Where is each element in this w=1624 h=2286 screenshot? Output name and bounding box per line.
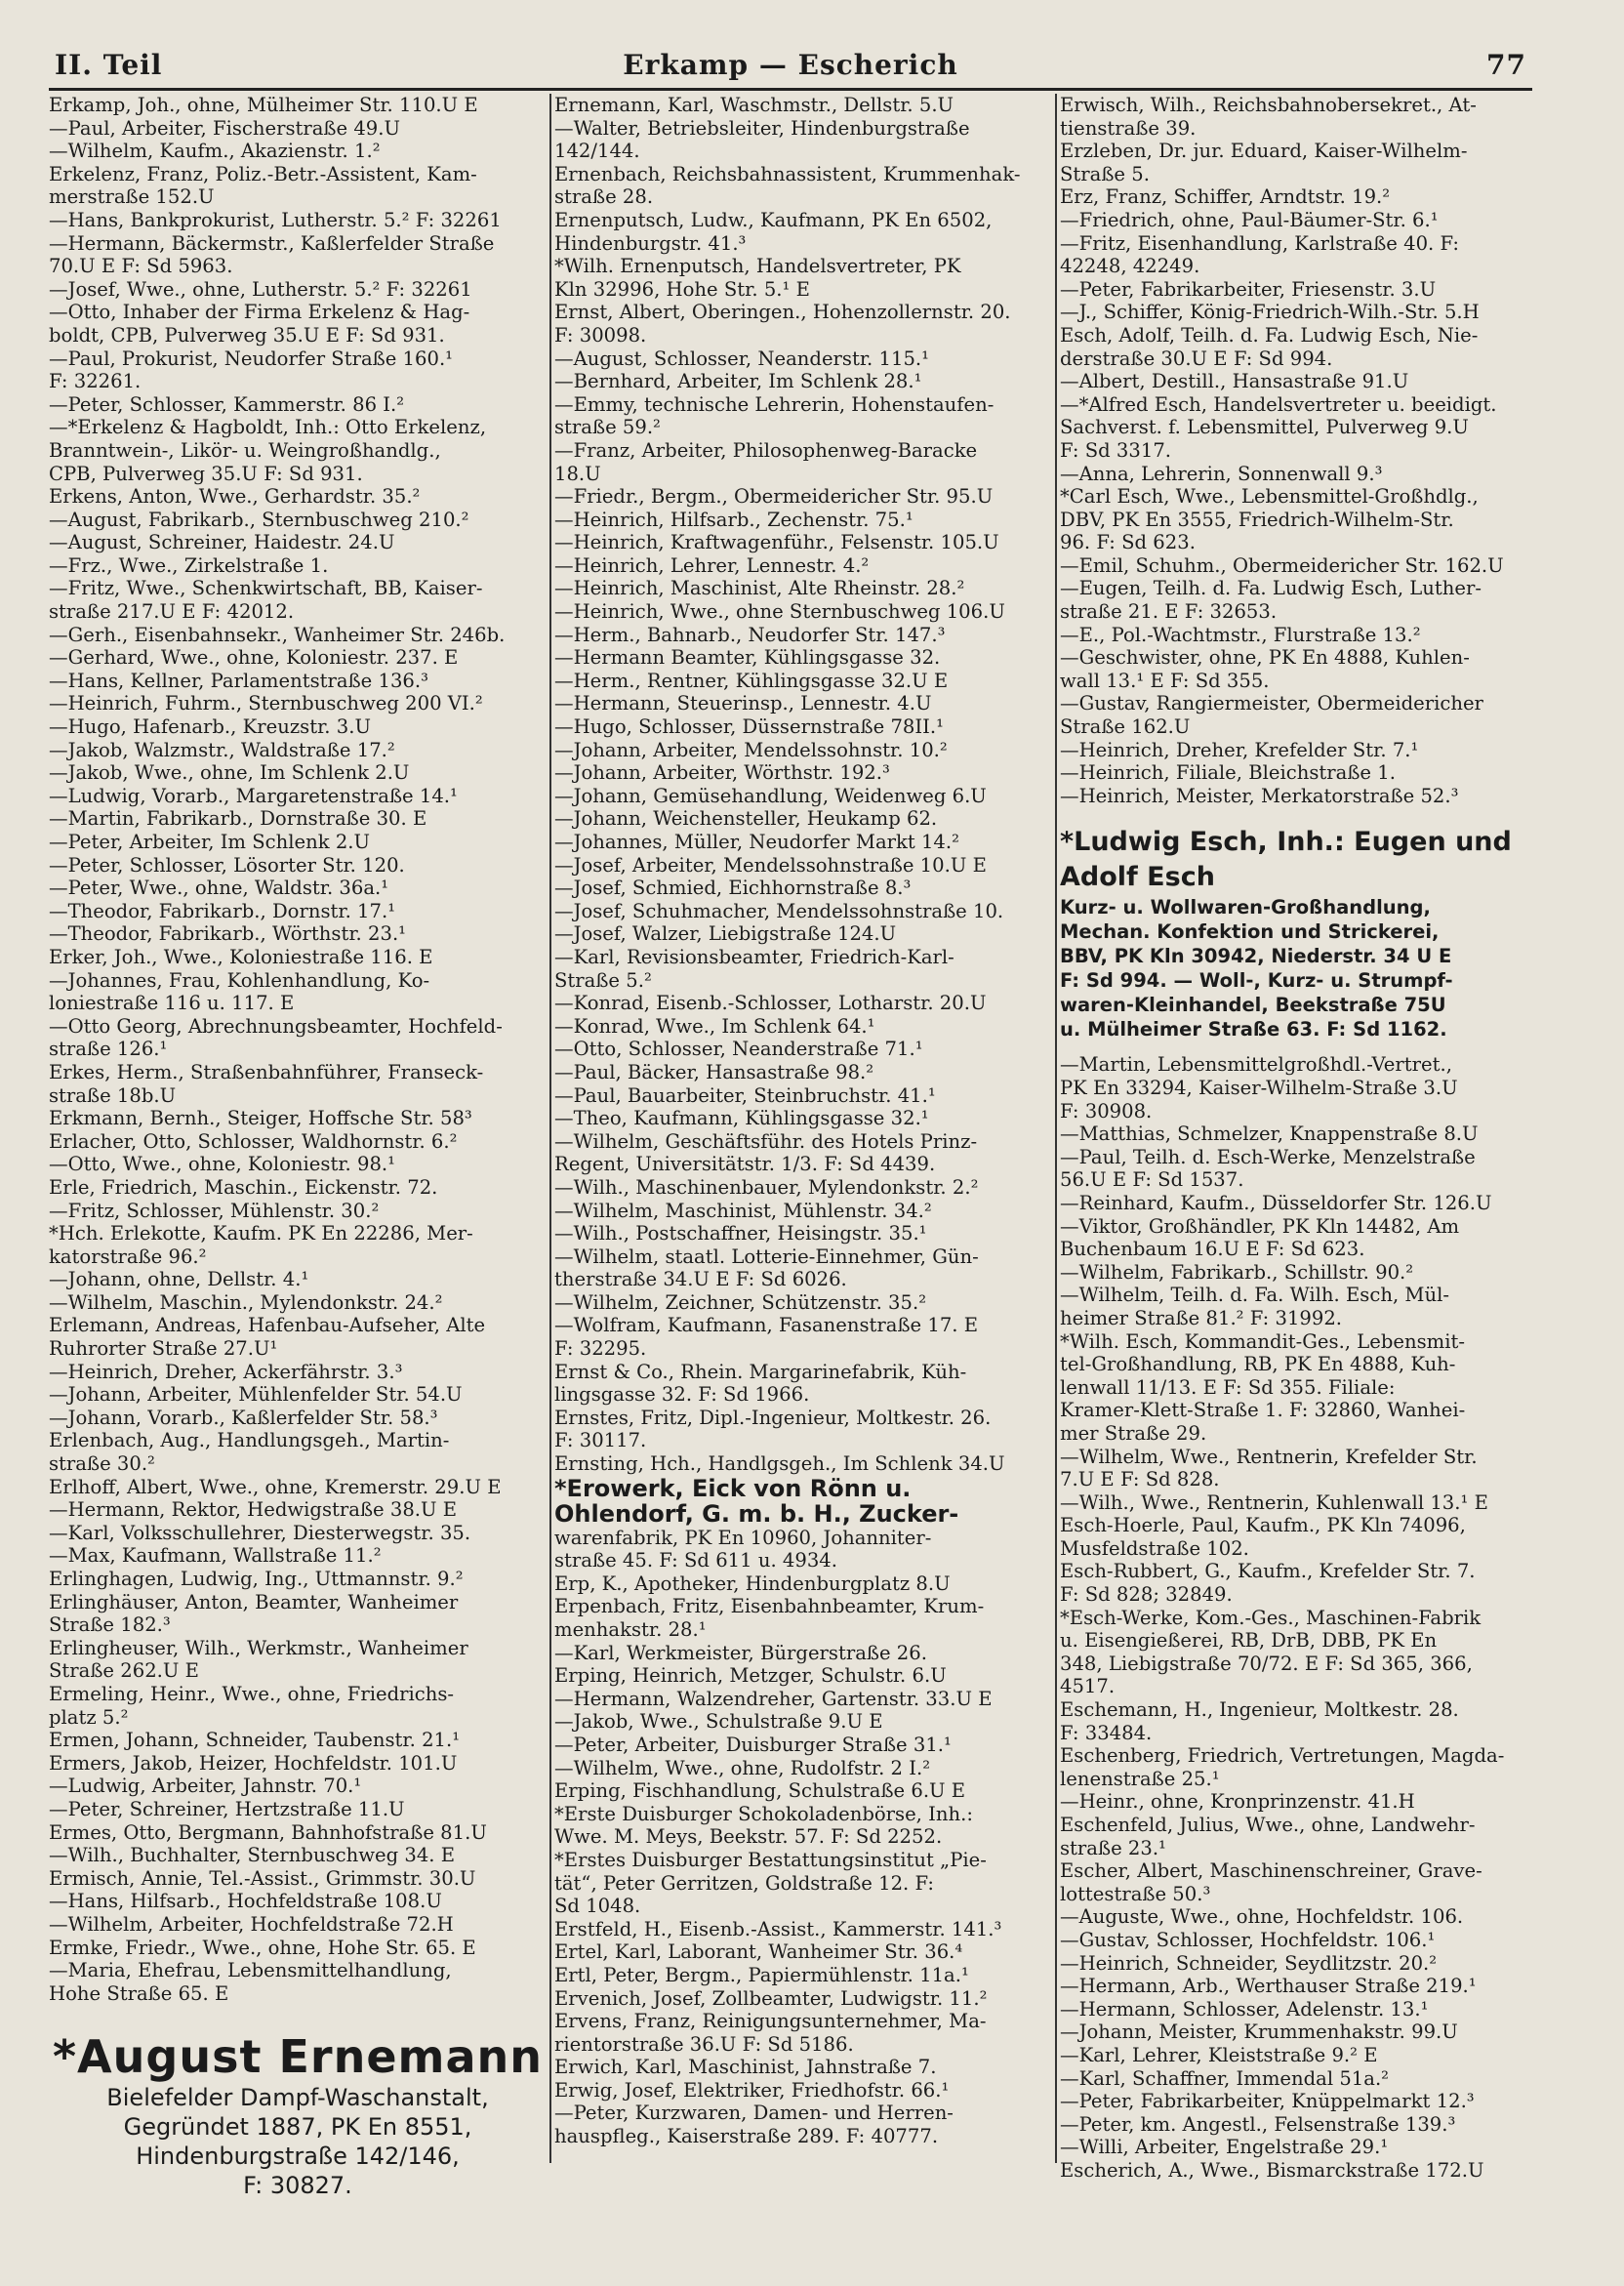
directory-entry-line: —Hermann, Arb., Werthauser Straße 219.¹: [1060, 1975, 1477, 1998]
directory-entry-line: —Wilhelm, Teilh. d. Fa. Wilh. Esch, Mül-: [1060, 1284, 1449, 1307]
directory-entry-line: —Theodor, Fabrikarb., Wörthstr. 23.¹: [49, 922, 407, 946]
advert-line: Kurz- u. Wollwaren-Großhandlung,: [1060, 896, 1431, 919]
directory-entry-line: Erlhoff, Albert, Wwe., ohne, Kremerstr. 29.U E: [49, 1475, 502, 1498]
directory-entry-line: —Reinhard, Kaufm., Düsseldorfer Str. 126.U: [1060, 1191, 1492, 1214]
page-number: 77: [1486, 49, 1526, 81]
directory-entry-line: —Paul, Bauarbeiter, Steinbruchstr. 41.¹: [554, 1083, 936, 1107]
directory-entry-line: Erstfeld, H., Eisenb.-Assist., Kammerstr. 141.³: [554, 1917, 1002, 1940]
directory-entry-line: —Hans, Kellner, Parlamentstraße 136.³: [49, 669, 428, 692]
directory-entry-line: —Johann, ohne, Dellstr. 4.¹: [49, 1268, 309, 1291]
directory-entry-line: —Heinrich, Fuhrm., Sternbuschweg 200 VI.²: [49, 692, 483, 715]
directory-entry-line: Musfeldstraße 102.: [1060, 1536, 1249, 1560]
directory-entry-line: Ermen, Johann, Schneider, Taubenstr. 21.¹: [49, 1729, 461, 1752]
directory-entry-line: —Peter, km. Angestl., Felsenstraße 139.³: [1060, 2112, 1456, 2136]
directory-entry-line: Erlinghäuser, Anton, Beamter, Wanheimer: [49, 1590, 459, 1613]
directory-entry-line: —*Erkelenz & Hagboldt, Inh.: Otto Erkelenz,: [49, 416, 487, 439]
directory-entry-line: —Gerhard, Wwe., ohne, Koloniestr. 237. E: [49, 646, 459, 670]
directory-entry-line: Ermes, Otto, Bergmann, Bahnhofstraße 81.U: [49, 1820, 487, 1844]
column-divider: [549, 94, 551, 2163]
directory-entry-line: —Geschwister, ohne, PK En 4888, Kuhlen-: [1060, 646, 1470, 670]
directory-entry-line: —Emmy, technische Lehrerin, Hohenstaufen-: [554, 392, 995, 416]
directory-entry-line: F: 30098.: [554, 323, 647, 347]
directory-entry-line: Esch-Hoerle, Paul, Kaufm., PK Kln 74096,: [1060, 1514, 1466, 1537]
directory-entry-line: menhakstr. 28.¹: [554, 1618, 707, 1641]
directory-entry-line: —Josef, Arbeiter, Mendelssohnstraße 10.U E: [554, 853, 987, 877]
directory-entry-line: Hindenburgstr. 41.³: [554, 231, 747, 255]
directory-entry-line: Erzleben, Dr. jur. Eduard, Kaiser-Wilhelm-: [1060, 140, 1468, 163]
directory-entry-line: derstraße 30.U E F: Sd 994.: [1060, 347, 1333, 370]
directory-entry-line: —Hermann, Bäckermstr., Kaßlerfelder Straße: [49, 231, 495, 255]
directory-entry-line: —Hans, Hilfsarb., Hochfeldstraße 108.U: [49, 1890, 442, 1913]
directory-entry-line: —Wolfram, Kaufmann, Fasanenstraße 17. E: [554, 1314, 979, 1337]
directory-entry-line: —Paul, Teilh. d. Esch-Werke, Menzelstraße: [1060, 1145, 1476, 1168]
directory-entry-line: straße 28.: [554, 185, 654, 209]
directory-entry-line: Erkens, Anton, Wwe., Gerhardstr. 35.²: [49, 485, 421, 509]
directory-entry-line: Erwisch, Wilh., Reichsbahnobersekret., At-: [1060, 94, 1477, 116]
directory-entry-line: —Karl, Lehrer, Kleiststraße 9.² E: [1060, 2043, 1378, 2066]
directory-entry-line: —Peter, Schlosser, Kammerstr. 86 I.²: [49, 392, 405, 416]
advert-line: u. Mülheimer Straße 63. F: Sd 1162.: [1060, 1018, 1447, 1041]
directory-entry-line: F: Sd 828; 32849.: [1060, 1583, 1233, 1607]
page-header: [49, 43, 1532, 91]
directory-entry-line: *Wilh. Ernenputsch, Handelsvertreter, PK: [554, 255, 961, 278]
directory-entry-line: —Heinrich, Filiale, Bleichstraße 1.: [1060, 761, 1396, 785]
directory-entry-line: —Albert, Destill., Hansastraße 91.U: [1060, 370, 1409, 393]
directory-entry-line: —Hermann, Rektor, Hedwigstraße 38.U E: [49, 1498, 458, 1522]
directory-entry-line: —Johann, Arbeiter, Wörthstr. 192.³: [554, 761, 890, 785]
directory-entry-line: Straße 5.²: [554, 968, 652, 992]
directory-entry-line: Straße 182.³: [49, 1613, 171, 1637]
directory-entry-line: Escherich, A., Wwe., Bismarckstraße 172.U: [1060, 2158, 1484, 2182]
directory-entry-line: —Heinrich, Wwe., ohne Sternbuschweg 106.U: [554, 600, 1005, 624]
advert-line: F: Sd 994. — Woll-, Kurz- u. Strumpf-: [1060, 969, 1453, 993]
directory-entry-line: —Heinrich, Schneider, Seydlitzstr. 20.²: [1060, 1951, 1438, 1975]
directory-entry-line: —Peter, Arbeiter, Im Schlenk 2.U: [49, 831, 371, 853]
directory-entry-line: —Heinrich, Lehrer, Lennestr. 4.²: [554, 553, 870, 577]
directory-entry-line: —Heinrich, Dreher, Krefelder Str. 7.¹: [1060, 738, 1419, 761]
directory-entry-line: —Konrad, Eisenb.-Schlosser, Lotharstr. 20.U: [554, 992, 987, 1015]
erowerk-line: Ohlendorf, G. m. b. H., Zucker-: [554, 1500, 959, 1527]
directory-entry-line: lenwall 11/13. E F: Sd 355. Filiale:: [1060, 1375, 1396, 1399]
directory-entry-line: —Max, Kaufmann, Wallstraße 11.²: [49, 1544, 382, 1568]
directory-entry-line: Ernenputsch, Ludw., Kaufmann, PK En 6502,: [554, 208, 993, 231]
directory-entry-line: Erp, K., Apotheker, Hindenburgplatz 8.U: [554, 1572, 951, 1595]
directory-entry-line: —Hugo, Schlosser, Düssernstraße 78II.¹: [554, 715, 944, 739]
directory-entry-line: F: 30908.: [1060, 1099, 1153, 1123]
directory-entry-line: —Hermann Beamter, Kühlingsgasse 32.: [554, 646, 941, 670]
advert-line: waren-Kleinhandel, Beekstraße 75U: [1060, 994, 1446, 1017]
directory-entry-line: —Karl, Schaffner, Immendal 51a.²: [1060, 2066, 1390, 2090]
directory-entry-line: boldt, CPB, Pulverweg 35.U E F: Sd 931.: [49, 323, 445, 347]
directory-entry-line: loniestraße 116 u. 117. E: [49, 992, 295, 1015]
directory-entry-line: —Hugo, Hafenarb., Kreuzstr. 3.U: [49, 715, 371, 739]
directory-entry-line: PK En 33294, Kaiser-Wilhelm-Straße 3.U: [1060, 1077, 1458, 1099]
directory-entry-line: —E., Pol.-Wachtmstr., Flurstraße 13.²: [1060, 623, 1421, 646]
directory-entry-line: —Johann, Arbeiter, Mendelssohnstr. 10.²: [554, 738, 948, 761]
directory-entry-line: —Friedrich, ohne, Paul-Bäumer-Str. 6.¹: [1060, 208, 1439, 231]
directory-entry-line: Regent, Universitätstr. 1/3. F: Sd 4439.: [554, 1153, 936, 1176]
directory-entry-line: Erz, Franz, Schiffer, Arndtstr. 19.²: [1060, 185, 1391, 209]
directory-entry-line: Ermeling, Heinr., Wwe., ohne, Friedrichs-: [49, 1682, 455, 1705]
directory-entry-line: —Josef, Walzer, Liebigstraße 124.U: [554, 922, 897, 946]
directory-entry-line: Wwe. M. Meys, Beekstr. 57. F: Sd 2252.: [554, 1825, 943, 1849]
directory-entry-line: *Hch. Erlekotte, Kaufm. PK En 22286, Mer-: [49, 1222, 473, 1245]
directory-entry-line: Ernsting, Hch., Handlgsgeh., Im Schlenk 34.U: [554, 1452, 1005, 1476]
directory-entry-line: —Johann, Vorarb., Kaßlerfelder Str. 58.³: [49, 1406, 438, 1429]
directory-entry-line: Ernst & Co., Rhein. Margarinefabrik, Küh-: [554, 1360, 967, 1383]
directory-entry-line: —Auguste, Wwe., ohne, Hochfeldstr. 106.: [1060, 1905, 1464, 1929]
directory-entry-line: —Wilhelm, Zeichner, Schützenstr. 35.²: [554, 1290, 927, 1314]
directory-entry-line: Ertel, Karl, Laborant, Wanheimer Str. 36.⁴: [554, 1940, 963, 1964]
directory-entry-line: —Karl, Revisionsbeamter, Friedrich-Karl-: [554, 945, 954, 968]
directory-entry-line: katorstraße 96.²: [49, 1245, 207, 1268]
directory-entry-line: hauspfleg., Kaiserstraße 289. F: 40777.: [554, 2125, 939, 2148]
directory-entry-line: Erlacher, Otto, Schlosser, Waldhornstr. 6.²: [49, 1129, 458, 1153]
directory-entry-line: —Fritz, Wwe., Schenkwirtschaft, BB, Kaiser-: [49, 577, 483, 600]
directory-entry-line: Eschenfeld, Julius, Wwe., ohne, Landwehr-: [1060, 1814, 1476, 1836]
directory-entry-line: —Johann, Weichensteller, Heukamp 62.: [554, 807, 938, 831]
directory-entry-line: lottestraße 50.³: [1060, 1882, 1211, 1905]
directory-entry-line: —Wilh., Postschaffner, Heisingstr. 35.¹: [554, 1222, 927, 1245]
directory-entry-line: Sd 1048.: [554, 1895, 641, 1918]
directory-entry-line: —Walter, Betriebsleiter, Hindenburgstraße: [554, 116, 970, 140]
directory-entry-line: Ruhrorter Straße 27.U¹: [49, 1337, 278, 1361]
directory-entry-line: Ernenbach, Reichsbahnassistent, Krummenhak-: [554, 162, 1021, 185]
directory-entry-line: straße 59.²: [554, 416, 661, 439]
directory-entry-line: —Gerh., Eisenbahnsekr., Wanheimer Str. 246b.: [49, 623, 506, 646]
directory-entry-line: —Heinrich, Maschinist, Alte Rheinstr. 28.²: [554, 577, 965, 600]
directory-entry-line: —Konrad, Wwe., Im Schlenk 64.¹: [554, 1014, 875, 1038]
directory-entry-line: Ernstes, Fritz, Dipl.-Ingenieur, Moltkestr. 26.: [554, 1406, 992, 1429]
directory-entry-line: Ermke, Friedr., Wwe., ohne, Hohe Str. 65. E: [49, 1936, 476, 1959]
directory-entry-line: —Hermann, Walzendreher, Gartenstr. 33.U E: [554, 1687, 993, 1710]
directory-entry-line: Escher, Albert, Maschinenschreiner, Grave-: [1060, 1859, 1482, 1883]
advert-line: F: 30827.: [243, 2172, 352, 2200]
advert-line: Mechan. Konfektion und Strickerei,: [1060, 920, 1440, 944]
directory-entry-line: —Johann, Meister, Krummenhakstr. 99.U: [1060, 2021, 1458, 2044]
directory-entry-line: —Josef, Wwe., ohne, Lutherstr. 5.² F: 32261: [49, 277, 472, 301]
erowerk-line: *Erowerk, Eick von Rönn u.: [554, 1475, 912, 1501]
directory-entry-line: —Wilh., Wwe., Rentnerin, Kuhlenwall 13.¹ E: [1060, 1490, 1488, 1514]
directory-entry-line: platz 5.²: [49, 1705, 129, 1729]
directory-entry-line: —Peter, Wwe., ohne, Waldstr. 36a.¹: [49, 877, 389, 900]
directory-entry-line: Erkes, Herm., Straßenbahnführer, Franseck-: [49, 1060, 484, 1083]
directory-entry-line: —Otto, Schlosser, Neanderstraße 71.¹: [554, 1038, 923, 1061]
directory-entry-line: 4517.: [1060, 1675, 1116, 1698]
column-divider: [1055, 94, 1057, 2163]
column-1: [49, 94, 547, 2200]
directory-entry-line: straße 217.U E F: 42012.: [49, 600, 295, 624]
directory-entry-line: 348, Liebigstraße 70/72. E F: Sd 365, 366,: [1060, 1652, 1473, 1675]
directory-entry-line: merstraße 152.U: [49, 185, 215, 209]
directory-entry-line: —Viktor, Großhändler, PK Kln 14482, Am: [1060, 1214, 1460, 1238]
directory-entry-line: —Heinrich, Hilfsarb., Zechenstr. 75.¹: [554, 508, 914, 531]
directory-entry-line: —Maria, Ehefrau, Lebensmittelhandlung,: [49, 1959, 452, 1982]
directory-entry-line: —Frz., Wwe., Zirkelstraße 1.: [49, 553, 329, 577]
directory-entry-line: —Fritz, Schlosser, Mühlenstr. 30.²: [49, 1199, 380, 1222]
column-3-bottom: [1060, 1053, 1534, 2182]
directory-entry-line: Sachverst. f. Lebensmittel, Pulverweg 9.U: [1060, 416, 1469, 439]
directory-entry-line: —Wilhelm, staatl. Lotterie-Einnehmer, Gün-: [554, 1245, 979, 1268]
directory-entry-line: —Peter, Kurzwaren, Damen- und Herren-: [554, 2102, 954, 2125]
directory-entry-line: —Gustav, Rangiermeister, Obermeidericher: [1060, 692, 1483, 715]
directory-entry-line: Branntwein-, Likör- u. Weingroßhandlg.,: [49, 438, 441, 462]
directory-entry-line: F: 32261.: [49, 370, 142, 393]
directory-entry-line: 18.U: [554, 462, 601, 485]
directory-entry-line: —Jakob, Wwe., Schulstraße 9.U E: [554, 1710, 883, 1734]
advert-line: BBV, PK Kln 30942, Niederstr. 34 U E: [1060, 945, 1452, 968]
column-2-continued: [554, 1527, 1052, 2148]
directory-entry-line: —Wilh., Maschinenbauer, Mylendonkstr. 2.²: [554, 1175, 979, 1199]
directory-entry-line: Ermers, Jakob, Heizer, Hochfeldstr. 101.U: [49, 1751, 458, 1775]
directory-entry-line: —Otto, Inhaber der Firma Erkelenz & Hag-: [49, 301, 470, 324]
directory-entry-line: straße 126.¹: [49, 1038, 168, 1061]
directory-entry-line: Ermisch, Annie, Tel.-Assist., Grimmstr. 30.U: [49, 1866, 476, 1890]
directory-entry-line: Hohe Straße 65. E: [49, 1981, 229, 2005]
directory-entry-line: Ervens, Franz, Reinigungsunternehmer, Ma-: [554, 2010, 987, 2033]
directory-entry-line: F: 33484.: [1060, 1721, 1153, 1744]
directory-entry-line: straße 21. E F: 32653.: [1060, 600, 1278, 624]
directory-entry-line: Erlenbach, Aug., Handlungsgeh., Martin-: [49, 1429, 450, 1452]
advert-line: Hindenburgstraße 142/146,: [136, 2143, 460, 2171]
directory-entry-line: —Peter, Schreiner, Hertzstraße 11.U: [49, 1797, 405, 1820]
directory-entry-line: —Peter, Arbeiter, Duisburger Straße 31.¹: [554, 1733, 952, 1756]
directory-entry-line: —Paul, Arbeiter, Fischerstraße 49.U: [49, 116, 401, 140]
directory-entry-line: —Anna, Lehrerin, Sonnenwall 9.³: [1060, 462, 1383, 485]
directory-entry-line: —August, Fabrikarb., Sternbuschweg 210.²: [49, 508, 469, 531]
directory-entry-line: *Carl Esch, Wwe., Lebensmittel-Großhdlg.,: [1060, 485, 1479, 509]
advert-ludwig-esch: [1060, 825, 1534, 1041]
directory-entry-line: Erwig, Josef, Elektriker, Friedhofstr. 66.¹: [554, 2078, 950, 2102]
directory-entry-line: rientorstraße 36.U F: Sd 5186.: [554, 2032, 854, 2056]
directory-entry-line: Esch, Adolf, Teilh. d. Fa. Ludwig Esch, Nie-: [1060, 323, 1479, 347]
advert-line: Bielefelder Dampf-Waschanstalt,: [106, 2084, 489, 2112]
directory-entry-line: F: Sd 3317.: [1060, 438, 1172, 462]
directory-entry-line: Erlingheuser, Wilh., Werkmstr., Wanheimer: [49, 1636, 468, 1659]
directory-entry-line: Ernemann, Karl, Waschmstr., Dellstr. 5.U: [554, 94, 954, 116]
directory-entry-line: —Martin, Lebensmittelgroßhdl.-Vertret.,: [1060, 1053, 1452, 1077]
directory-entry-line: Straße 162.U: [1060, 715, 1191, 739]
directory-entry-line: —Martin, Fabrikarb., Dornstraße 30. E: [49, 807, 427, 831]
directory-entry-line: —Eugen, Teilh. d. Fa. Ludwig Esch, Luther-: [1060, 577, 1482, 600]
directory-entry-line: Erle, Friedrich, Maschin., Eickenstr. 72.: [49, 1175, 438, 1199]
directory-entry-line: —Paul, Bäcker, Hansastraße 98.²: [554, 1060, 874, 1083]
directory-entry-line: therstraße 34.U E F: Sd 6026.: [554, 1268, 847, 1291]
directory-entry-line: Kln 32996, Hohe Str. 5.¹ E: [554, 277, 810, 301]
advert-line: Gegründet 1887, PK En 8551,: [123, 2113, 472, 2142]
directory-entry-line: —Matthias, Schmelzer, Knappenstraße 8.U: [1060, 1123, 1479, 1146]
directory-entry-line: —Peter, Schlosser, Lösorter Str. 120.: [49, 853, 405, 877]
directory-entry-line: —Friedr., Bergm., Obermeidericher Str. 95.U: [554, 485, 994, 509]
directory-entry-line: Erker, Joh., Wwe., Koloniestraße 116. E: [49, 945, 433, 968]
directory-entry-line: Esch-Rubbert, G., Kaufm., Krefelder Str. 7.: [1060, 1560, 1476, 1583]
directory-entry-line: —Wilhelm, Geschäftsführ. des Hotels Prinz-: [554, 1129, 978, 1153]
directory-entry-line: *Wilh. Esch, Kommandit-Ges., Lebensmit-: [1060, 1329, 1466, 1353]
directory-entry-line: —Jakob, Walzmstr., Waldstraße 17.²: [49, 738, 395, 761]
directory-entry-line: —Karl, Volksschullehrer, Diesterwegstr. 35.: [49, 1521, 471, 1544]
directory-entry-line: —Herm., Bahnarb., Neudorfer Str. 147.³: [554, 623, 946, 646]
directory-entry-line: —Johannes, Frau, Kohlenhandlung, Ko-: [49, 968, 430, 992]
directory-entry-line: wall 13.¹ E F: Sd 355.: [1060, 669, 1270, 692]
directory-entry-line: straße 45. F: Sd 611 u. 4934.: [554, 1549, 837, 1572]
directory-entry-line: 42248, 42249.: [1060, 255, 1200, 278]
directory-entry-line: —Theo, Kaufmann, Kühlingsgasse 32.¹: [554, 1107, 929, 1130]
directory-entry-line: F: 32295.: [554, 1337, 647, 1361]
directory-entry-line: straße 30.²: [49, 1452, 155, 1476]
directory-entry-line: —Heinr., ohne, Kronprinzenstr. 41.H: [1060, 1790, 1415, 1814]
directory-entry-line: —Paul, Prokurist, Neudorfer Straße 160.¹: [49, 347, 454, 370]
directory-entry-line: —Peter, Fabrikarbeiter, Knüppelmarkt 12.³: [1060, 2090, 1475, 2113]
directory-entry-line: tät“, Peter Gerritzen, Goldstraße 12. F:: [554, 1871, 935, 1895]
directory-entry-line: —August, Schlosser, Neanderstr. 115.¹: [554, 347, 929, 370]
directory-entry-line: u. Eisengießerei, RB, DrB, DBB, PK En: [1060, 1629, 1438, 1653]
directory-entry-line: Erwich, Karl, Maschinist, Jahnstraße 7.: [554, 2056, 937, 2079]
directory-entry-line: —Fritz, Eisenhandlung, Karlstraße 40. F:: [1060, 231, 1460, 255]
directory-entry-line: Straße 262.U E: [49, 1659, 199, 1683]
directory-entry-line: —Josef, Schuhmacher, Mendelssohnstraße 10.: [554, 899, 1004, 922]
directory-entry-line: —Bernhard, Arbeiter, Im Schlenk 28.¹: [554, 370, 922, 393]
directory-entry-line: 56.U E F: Sd 1537.: [1060, 1168, 1244, 1192]
directory-entry-line: —Wilhelm, Arbeiter, Hochfeldstraße 72.H: [49, 1912, 454, 1936]
directory-entry-line: Eschemann, H., Ingenieur, Moltkestr. 28.: [1060, 1698, 1459, 1722]
column-3-top: [1060, 94, 1534, 807]
directory-entry-line: lenenstraße 25.¹: [1060, 1767, 1220, 1790]
directory-entry-line: mer Straße 29.: [1060, 1421, 1207, 1445]
directory-entry-line: Straße 5.: [1060, 162, 1150, 185]
directory-entry-line: —Heinrich, Meister, Merkatorstraße 52.³: [1060, 784, 1459, 807]
directory-entry-line: 96. F: Sd 623.: [1060, 531, 1196, 554]
directory-entry-line: *Esch-Werke, Kom.-Ges., Maschinen-Fabrik: [1060, 1606, 1482, 1629]
directory-entry-line: Erkmann, Bernh., Steiger, Hoffsche Str. 58³: [49, 1107, 472, 1130]
directory-entry-line: —Jakob, Wwe., ohne, Im Schlenk 2.U: [49, 761, 410, 785]
directory-entry-line: —Hans, Bankprokurist, Lutherstr. 5.² F: 32261: [49, 208, 502, 231]
directory-entry-line: —Ludwig, Arbeiter, Jahnstr. 70.¹: [49, 1775, 362, 1798]
directory-entry-line: F: 30117.: [554, 1429, 647, 1452]
directory-entry-line: Erpenbach, Fritz, Eisenbahnbeamter, Krum-: [554, 1595, 985, 1618]
directory-entry-line: —Heinrich, Kraftwagenführ., Felsenstr. 105.U: [554, 531, 999, 554]
advert-name: *August Ernemann: [53, 2030, 543, 2084]
directory-entry-line: —Johann, Arbeiter, Mühlenfelder Str. 54.U: [49, 1383, 463, 1407]
directory-entry-line: —Wilhelm, Maschinist, Mühlenstr. 34.²: [554, 1199, 932, 1222]
directory-entry-line: Buchenbaum 16.U E F: Sd 623.: [1060, 1238, 1365, 1261]
directory-entry-line: —Johann, Gemüsehandlung, Weidenweg 6.U: [554, 784, 987, 807]
directory-entry-line: —Johannes, Müller, Neudorfer Markt 14.²: [554, 831, 959, 853]
directory-entry-line: *Erstes Duisburger Bestattungsinstitut „Pie-: [554, 1848, 987, 1871]
directory-entry-line: DBV, PK En 3555, Friedrich-Wilhelm-Str.: [1060, 508, 1454, 531]
directory-entry-line: lingsgasse 32. F: Sd 1966.: [554, 1383, 810, 1407]
directory-entry-line: Kramer-Klett-Straße 1. F: 32860, Wanhei-: [1060, 1399, 1466, 1422]
directory-entry-line: —J., Schiffer, König-Friedrich-Wilh.-Str. 5.H: [1060, 301, 1480, 324]
directory-entry-line: —Peter, Fabrikarbeiter, Friesenstr. 3.U: [1060, 277, 1437, 301]
directory-entry-line: —Theodor, Fabrikarb., Dornstr. 17.¹: [49, 899, 396, 922]
directory-entry-line: —Hermann, Schlosser, Adelenstr. 13.¹: [1060, 1997, 1429, 2021]
directory-entry-line: Erlemann, Andreas, Hafenbau-Aufseher, Alte: [49, 1314, 486, 1337]
directory-entry-line: Ertl, Peter, Bergm., Papiermühlenstr. 11a.¹: [554, 1963, 969, 1986]
directory-entry-line: —Wilh., Buchhalter, Sternbuschweg 34. E: [49, 1844, 456, 1867]
directory-entry-line: Ernst, Albert, Oberingen., Hohenzollernstr. 20.: [554, 301, 1011, 324]
directory-entry-line: *Erste Duisburger Schokoladenbörse, Inh.:: [554, 1802, 973, 1825]
directory-entry-line: heimer Straße 81.² F: 31992.: [1060, 1306, 1343, 1329]
directory-entry-line: straße 18b.U: [49, 1083, 177, 1107]
section-label: II. Teil: [55, 49, 163, 81]
directory-entry-line: straße 23.¹: [1060, 1836, 1166, 1859]
directory-entry-line: Erping, Heinrich, Metzger, Schulstr. 6.U: [554, 1664, 947, 1688]
page-title: Erkamp — Escherich: [623, 49, 958, 81]
directory-entry-line: warenfabrik, PK En 10960, Johanniter-: [554, 1526, 932, 1549]
directory-entry-line: —Wilhelm, Maschin., Mylendonkstr. 24.²: [49, 1290, 443, 1314]
erowerk-entry: [554, 1476, 1052, 1527]
column-3: [1060, 94, 1534, 2183]
directory-entry-line: —Franz, Arbeiter, Philosophenweg-Baracke: [554, 438, 978, 462]
directory-entry-line: —Otto Georg, Abrechnungsbeamter, Hochfeld-: [49, 1014, 503, 1038]
directory-entry-line: Erkamp, Joh., ohne, Mülheimer Str. 110.U E: [49, 94, 478, 116]
directory-entry-line: Erping, Fischhandlung, Schulstraße 6.U E: [554, 1779, 966, 1803]
directory-entry-line: —Hermann, Steuerinsp., Lennestr. 4.U: [554, 692, 932, 715]
directory-entry-line: Erkelenz, Franz, Poliz.-Betr.-Assistent, Kam-: [49, 162, 477, 185]
directory-entry-line: —Willi, Arbeiter, Engelstraße 29.¹: [1060, 2136, 1389, 2159]
directory-entry-line: tienstraße 39.: [1060, 116, 1197, 140]
directory-entry-line: CPB, Pulverweg 35.U F: Sd 931.: [49, 462, 363, 485]
advert-ernemann: [49, 2030, 547, 2200]
advert-name: *Ludwig Esch, Inh.: Eugen und Adolf Esch: [1060, 827, 1512, 893]
directory-entry-line: Ervenich, Josef, Zollbeamter, Ludwigstr. 11.²: [554, 1986, 988, 2010]
directory-entry-line: —Otto, Wwe., ohne, Koloniestr. 98.¹: [49, 1153, 396, 1176]
directory-entry-line: Eschenberg, Friedrich, Vertretungen, Magda-: [1060, 1744, 1505, 1768]
directory-entry-line: —Herm., Rentner, Kühlingsgasse 32.U E: [554, 669, 949, 692]
directory-entry-line: —Gustav, Schlosser, Hochfeldstr. 106.¹: [1060, 1928, 1436, 1951]
directory-entry-line: tel-Großhandlung, RB, PK En 4888, Kuh-: [1060, 1353, 1456, 1376]
directory-entry-line: —Wilhelm, Wwe., Rentnerin, Krefelder Str.: [1060, 1445, 1478, 1468]
directory-entry-line: —Emil, Schuhm., Obermeidericher Str. 162.U: [1060, 553, 1504, 577]
directory-entry-line: 7.U E F: Sd 828.: [1060, 1468, 1220, 1491]
directory-entry-line: 70.U E F: Sd 5963.: [49, 255, 233, 278]
directory-entry-line: —Wilhelm, Fabrikarb., Schillstr. 90.²: [1060, 1260, 1414, 1284]
directory-entry-line: 142/144.: [554, 140, 640, 163]
directory-entry-line: —*Alfred Esch, Handelsvertreter u. beeidigt.: [1060, 392, 1497, 416]
directory-entry-line: —Heinrich, Dreher, Ackerfährstr. 3.³: [49, 1360, 403, 1383]
directory-entry-line: —Josef, Schmied, Eichhornstraße 8.³: [554, 877, 912, 900]
directory-entry-line: Erlinghagen, Ludwig, Ing., Uttmannstr. 9.²: [49, 1568, 464, 1590]
directory-entry-line: —Wilhelm, Kaufm., Akazienstr. 1.²: [49, 140, 381, 163]
directory-entry-line: —Karl, Werkmeister, Bürgerstraße 26.: [554, 1641, 927, 1664]
directory-entry-line: —Wilhelm, Wwe., ohne, Rudolfstr. 2 I.²: [554, 1756, 931, 1779]
directory-entry-line: —August, Schreiner, Haidestr. 24.U: [49, 531, 395, 554]
column-2: [554, 94, 1052, 2148]
directory-entry-line: —Ludwig, Vorarb., Margaretenstraße 14.¹: [49, 784, 458, 807]
